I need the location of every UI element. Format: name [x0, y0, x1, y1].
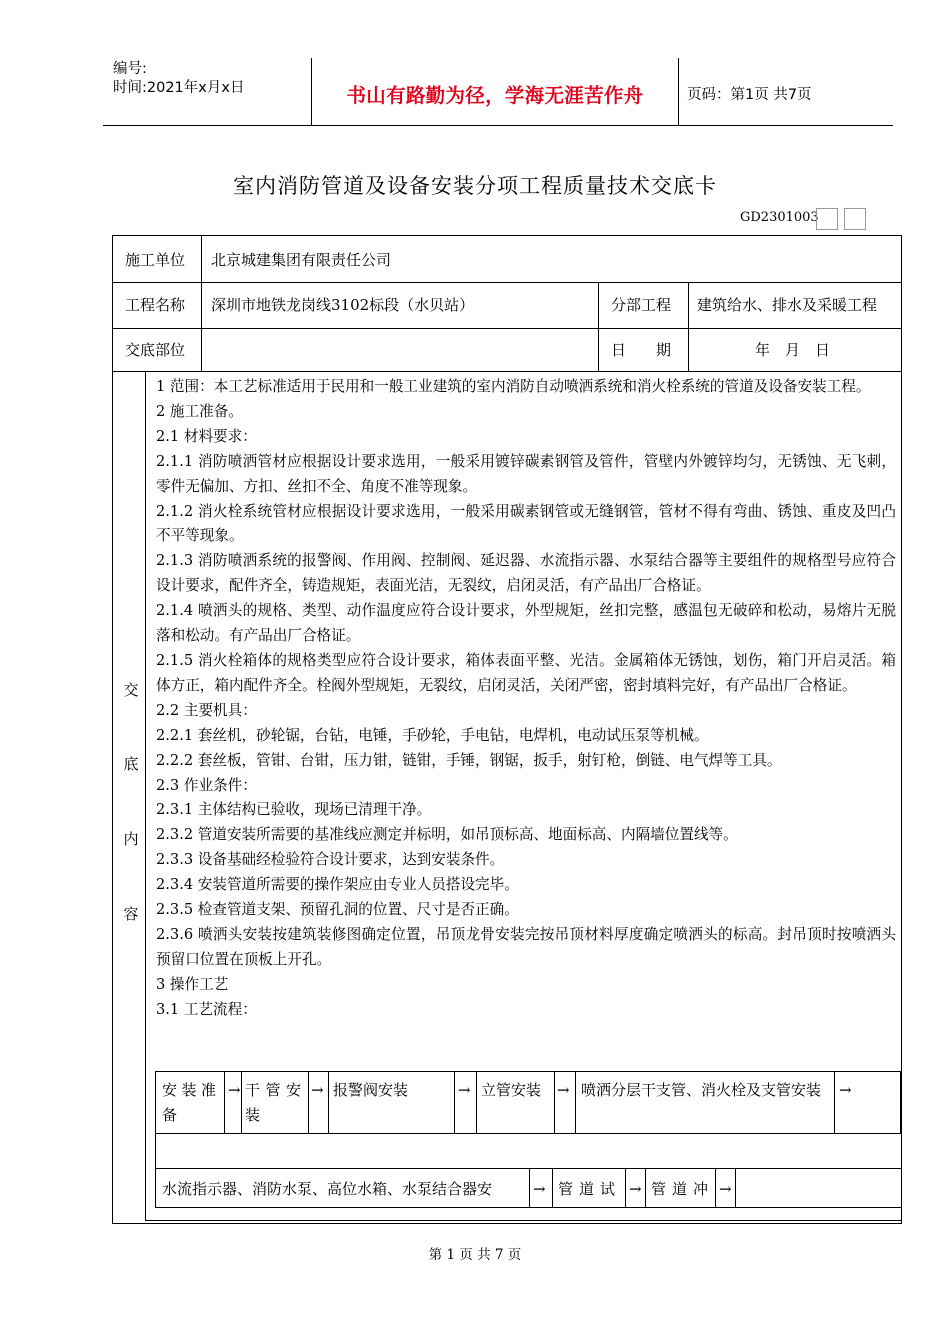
content-paragraph: 3.1 工艺流程：: [156, 1000, 257, 1018]
content-paragraph: 2.1.3 消防喷洒系统的报警阀、作用阀、控制阀、延迟器、水流指示器、水泵结合器等主要组件的规格型号应符合设计要求，配件齐全，铸造规矩，表面光洁，无裂纹，启闭灵活，有产品出厂合格证。: [156, 552, 896, 595]
flow-line: [575, 1071, 576, 1133]
content-paragraph: 2.3.1 主体结构已验收，现场已清理干净。: [156, 801, 432, 819]
header-rule: [103, 125, 893, 126]
flow-line: [155, 1071, 156, 1208]
flow-line: [552, 1168, 553, 1207]
column-divider: [201, 236, 202, 371]
content-paragraph: 2.1 材料要求：: [156, 427, 257, 445]
content-paragraph: 2.2.2 套丝板，管钳、台钳，压力钳，链钳，手锤，钢锯，扳手，射钉枪，倒链、电气焊等工具。: [156, 751, 782, 769]
flow-line: [155, 1207, 901, 1208]
motto-box: [311, 58, 679, 125]
column-divider: [598, 282, 599, 371]
flow-line: [715, 1168, 716, 1207]
construction-unit-value: 北京城建集团有限责任公司: [211, 251, 392, 269]
date-label: 日 期: [611, 341, 672, 359]
flow-arrow: →: [228, 1081, 241, 1099]
flow-line: [476, 1071, 477, 1133]
content-paragraph: 2.3.5 检查管道支架、预留孔洞的位置、尺寸是否正确。: [156, 901, 519, 919]
content-paragraph: 2.1.1 消防喷洒管材应根据设计要求选用，一般采用镀锌碳素钢管及管件，管壁内外镀锌均匀，无锈蚀、无飞刺，零件无偏加、方扣、丝扣不全、角度不准等现象。: [156, 452, 896, 495]
flow-line: [834, 1071, 835, 1133]
content-paragraph: 2.1.2 消火栓系统管材应根据设计要求选用，一般采用碳素钢管或无缝钢管，管材不得有弯曲、锈蚀、重皮及凹凸不平等现象。: [156, 502, 896, 545]
flow-line: [155, 1071, 901, 1072]
flow-line: [554, 1071, 555, 1133]
process-flow-table: [155, 1071, 901, 1213]
side-label-char: 交: [123, 681, 139, 699]
construction-unit-label: 施工单位: [125, 251, 186, 269]
content-paragraph: 2.1.4 喷洒头的规格、类型、动作温度应符合设计要求，外型规矩，丝扣完整，感温包无破碎和松动，易熔片无脱落和松动。有产品出厂合格证。: [156, 602, 896, 645]
flow-line: [224, 1071, 225, 1133]
content-paragraph: 2.3.6 喷洒头安装按建筑装修图确定位置，吊顶龙骨安装完按吊顶材料厚度确定喷洒头的标高。封吊顶时按喷洒头预留口位置在顶板上开孔。: [156, 925, 896, 968]
project-name-value: 深圳市地铁龙岗线3102标段（水贝站）: [211, 296, 475, 314]
content-paragraph: 2.3 作业条件：: [156, 776, 257, 794]
side-label-char: 底: [123, 755, 139, 773]
project-name-label: 工程名称: [125, 296, 186, 314]
date-value: 年 月 日: [755, 341, 831, 359]
flow-line: [155, 1168, 901, 1169]
disclosure-part-label: 交底部位: [125, 341, 186, 359]
flow-step-flushing: 管道冲: [651, 1180, 715, 1198]
page-header: [103, 58, 893, 125]
flow-line: [529, 1168, 530, 1207]
motto-text: 书山有路勤为径，学海无涯苦作舟: [346, 84, 644, 107]
page-number-label: 页码：第1页 共7页: [687, 87, 812, 103]
document-title: 室内消防管道及设备安装分项工程质量技术交底卡: [233, 174, 717, 198]
flow-arrow: →: [629, 1180, 642, 1198]
flow-step-prepare: 安装准备: [162, 1081, 220, 1124]
flow-line: [308, 1071, 309, 1133]
document-time-label: 时间:2021年x月x日: [113, 80, 245, 96]
flow-line: [735, 1168, 736, 1207]
flow-line: [454, 1071, 455, 1133]
flow-line: [645, 1168, 646, 1207]
flow-step-pressure-test: 管道试: [558, 1180, 622, 1198]
document-number-label: 编号:: [113, 61, 147, 77]
division-value: 建筑给水、排水及采暖工程: [697, 296, 878, 314]
flow-line: [155, 1133, 901, 1134]
flow-arrow: →: [719, 1180, 732, 1198]
content-paragraph: 2.3.4 安装管道所需要的操作架应由专业人员搭设完毕。: [156, 876, 519, 894]
row-divider: [113, 282, 901, 283]
content-paragraph: 2.2 主要机具：: [156, 701, 257, 719]
flow-line: [625, 1168, 626, 1207]
flow-arrow: →: [533, 1180, 546, 1198]
content-paragraph: 3 操作工艺: [156, 975, 229, 993]
header-meta: [113, 60, 244, 98]
content-paragraph: 2.1.5 消火栓箱体的规格类型应符合设计要求，箱体表面平整、光洁。金属箱体无锈蚀，划伤，箱门开启灵活。箱体方正，箱内配件齐全。栓阀外型规矩，无裂纹，启闭灵活，关闭严密，密封填料完好，有产品出厂合格证。: [156, 651, 896, 694]
side-label-char: 容: [123, 905, 139, 923]
flow-step-main-pipe: 干管安装: [245, 1081, 305, 1124]
flow-arrow: →: [839, 1081, 852, 1099]
flow-line: [241, 1071, 242, 1133]
document-code: GD2301003: [740, 210, 819, 225]
flow-step-branch-pipes: 喷洒分层干支管、消火栓及支管安装: [581, 1081, 822, 1099]
content-paragraph: 2 施工准备。: [156, 402, 243, 420]
flow-line: [328, 1071, 329, 1133]
flow-arrow: →: [458, 1081, 471, 1099]
content-paragraph: 2.2.1 套丝机，砂轮锯，台钻，电锤，手砂轮，手电钻，电焊机，电动试压泵等机械。: [156, 726, 709, 744]
flow-step-alarm-valve: 报警阀安装: [333, 1081, 409, 1099]
flow-step-indicators: 水流指示器、消防水泵、高位水箱、水泵结合器安: [162, 1180, 493, 1198]
disclosure-content: [156, 375, 896, 1023]
flow-step-riser: 立管安装: [481, 1081, 542, 1099]
side-label-char: 内: [123, 830, 139, 848]
content-paragraph: 1 范围：本工艺标准适用于民用和一般工业建筑的室内消防自动喷洒系统和消火栓系统的管道及设备安装工程。: [156, 378, 871, 395]
flow-arrow: →: [557, 1081, 570, 1099]
flow-line: [900, 1071, 901, 1134]
code-checkbox-2[interactable]: [844, 208, 866, 230]
flow-arrow: →: [311, 1081, 324, 1099]
row-divider: [113, 328, 901, 329]
column-divider: [688, 282, 689, 371]
page-footer: 第 1 页 共 7 页: [428, 1247, 522, 1263]
content-paragraph: 2.3.3 设备基础经检验符合设计要求，达到安装条件。: [156, 851, 505, 869]
division-label: 分部工程: [611, 296, 672, 314]
content-paragraph: 2.3.2 管道安装所需要的基准线应测定并标明，如吊顶标高、地面标高、内隔墙位置线等。: [156, 826, 738, 844]
code-checkbox-1[interactable]: [816, 208, 838, 230]
